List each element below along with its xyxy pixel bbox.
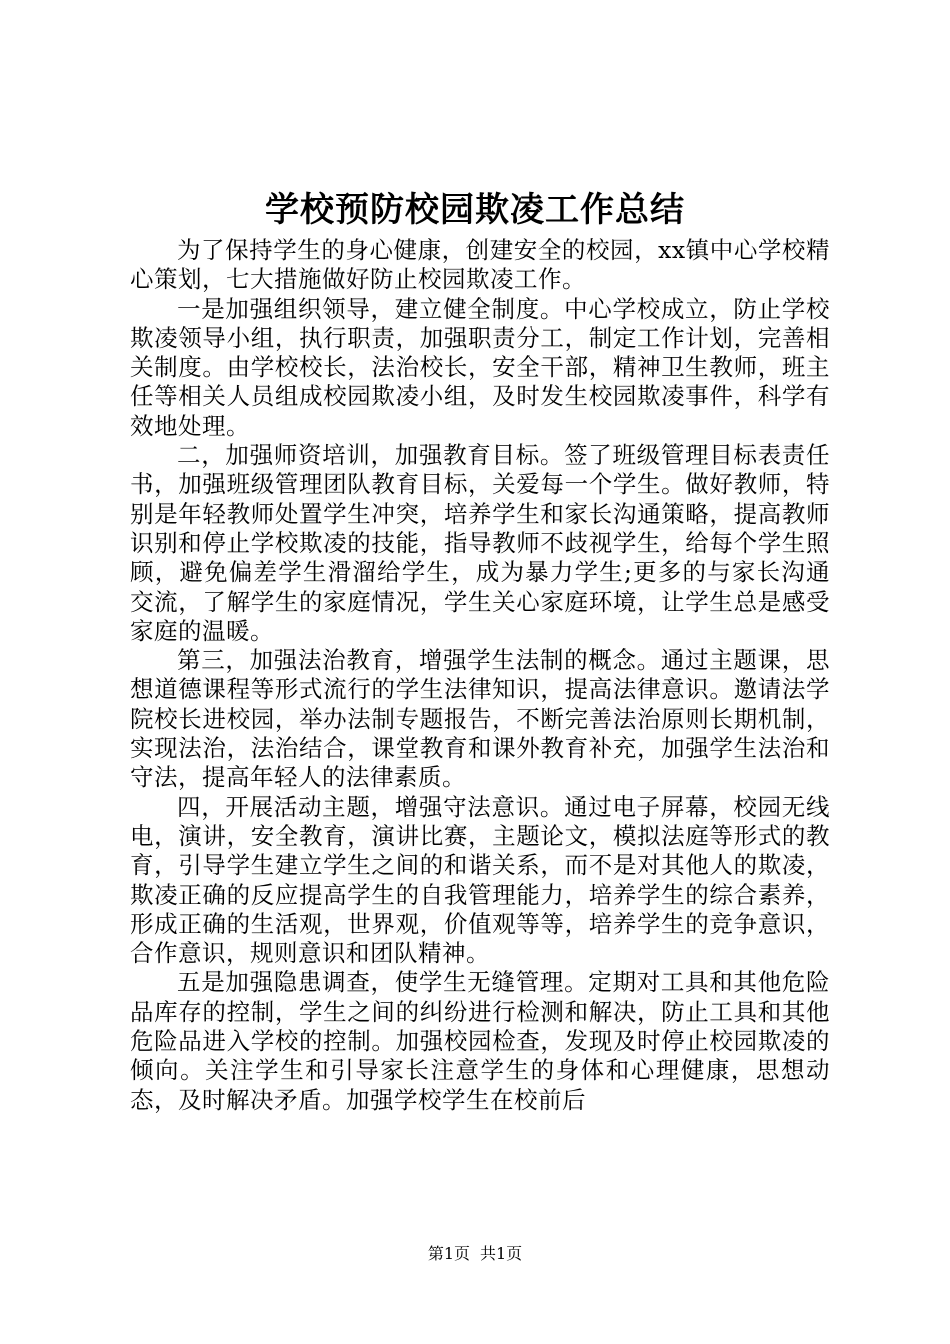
document-body [130,236,830,1115]
paragraph-intro: 为了保持学生的身心健康，创建安全的校园，xx镇中心学校精心策划，七大措施做好防止校园欺凌工作。 [130,236,830,294]
paragraph-measure-2: 二，加强师资培训，加强教育目标。签了班级管理目标表责任书，加强班级管理团队教育目标，关爱每一个学生。做好教师，特别是年轻教师处置学生冲突，培养学生和家长沟通策略，提高教师识别和停止学校欺凌的技能，指导教师不歧视学生，给每个学生照顾，避免偏差学生滑溜给学生，成为暴力学生;更多的与家长沟通交流，了解学生的家庭情况，学生关心家庭环境，让学生总是感受家庭的温暖。 [130,441,830,645]
page-total: 共1页 [480,1244,523,1263]
paragraph-measure-4: 四，开展活动主题，增强守法意识。通过电子屏幕，校园无线电，演讲，安全教育，演讲比赛，主题论文，模拟法庭等形式的教育，引导学生建立学生之间的和谐关系，而不是对其他人的欺凌，欺凌正确的反应提高学生的自我管理能力，培养学生的综合素养，形成正确的生活观，世界观，价值观等等，培养学生的竞争意识，合作意识，规则意识和团队精神。 [130,792,830,968]
document-title: 学校预防校园欺凌工作总结 [265,190,685,230]
page-number: 第1页 [427,1244,470,1263]
paragraph-measure-3: 第三，加强法治教育，增强学生法制的概念。通过主题课，思想道德课程等形式流行的学生法律知识，提高法律意识。邀请法学院校长进校园，举办法制专题报告，不断完善法治原则长期机制，实现法治，法治结合，课堂教育和课外教育补充，加强学生法治和守法，提高年轻人的法律素质。 [130,646,830,792]
paragraph-measure-5: 五是加强隐患调查，使学生无缝管理。定期对工具和其他危险品库存的控制，学生之间的纠纷进行检测和解决，防止工具和其他危险品进入学校的控制。加强校园检查，发现及时停止校园欺凌的倾向。关注学生和引导家长注意学生的身体和心理健康，思想动态，及时解决矛盾。加强学校学生在校前后 [130,968,830,1114]
paragraph-measure-1: 一是加强组织领导，建立健全制度。中心学校成立，防止学校欺凌领导小组，执行职责，加强职责分工，制定工作计划，完善相关制度。由学校校长，法治校长，安全干部，精神卫生教师，班主任等相关人员组成校园欺凌小组，及时发生校园欺凌事件，科学有效地处理。 [130,294,830,440]
page-footer [0,1243,950,1265]
